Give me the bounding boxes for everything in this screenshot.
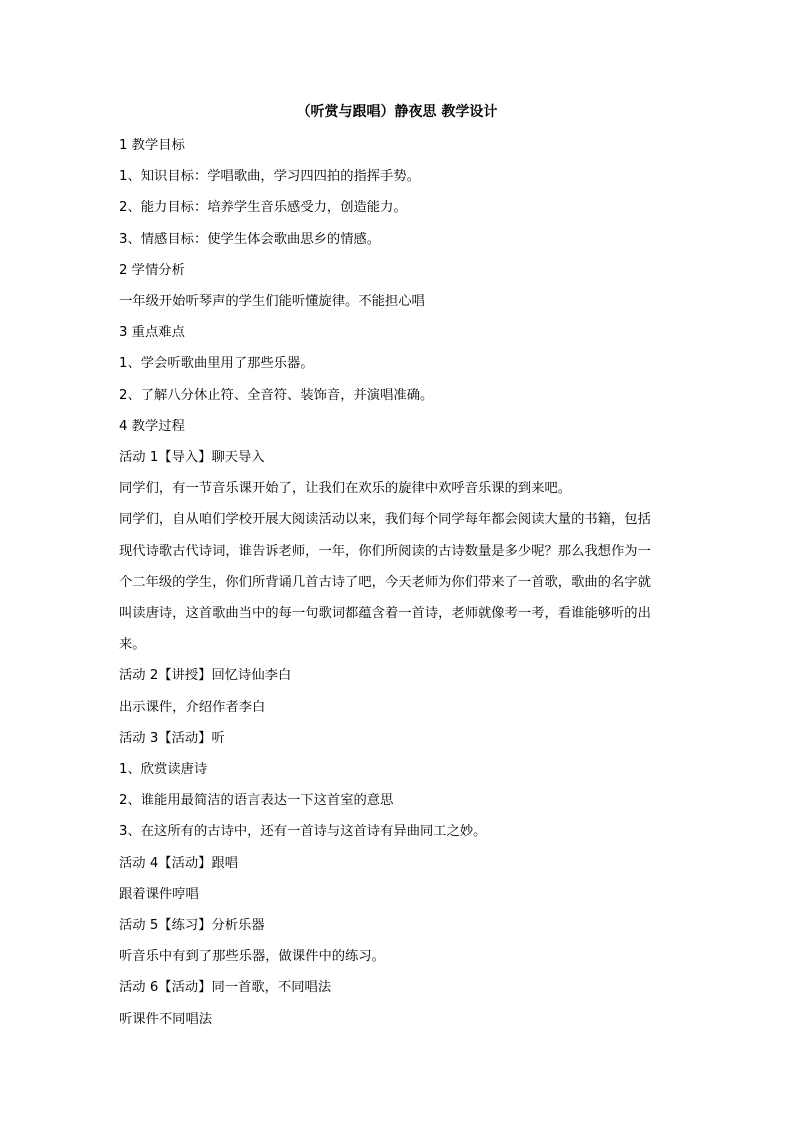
document-body xyxy=(119,130,679,1035)
keypoint-2: 2、了解八分休止符、全音符、装饰音，并演唱准确。 xyxy=(119,387,434,403)
paragraph-line: 同学们，自从咱们学校开展大阅读活动以来，我们每个同学每年都会阅读大量的书籍，包括 xyxy=(119,512,651,528)
activity-4-text: 跟着课件哼唱 xyxy=(119,886,199,902)
section-heading-goals: 1 教学目标 xyxy=(119,138,185,153)
activity-3-step-3: 3、在这所有的古诗中，还有一首诗与这首诗有异曲同工之妙。 xyxy=(119,824,487,840)
paragraph-line: 现代诗歌古代诗词，谁告诉老师，一年，你们所阅读的古诗数量是多少呢？那么我想作为一 xyxy=(119,543,651,559)
activity-3-heading: 活动 3【活动】听 xyxy=(119,730,225,746)
activity-2-text: 出示课件，介绍作者李白 xyxy=(119,699,266,715)
activity-5-text: 听音乐中有到了那些乐器，做课件中的练习。 xyxy=(119,949,385,965)
activity-6-heading: 活动 6【活动】同一首歌，不同唱法 xyxy=(119,980,332,996)
section-heading-keypoints: 3 重点难点 xyxy=(119,325,185,341)
activity-5-heading: 活动 5【练习】分析乐器 xyxy=(119,918,265,934)
paragraph-line: 个二年级的学生，你们所背诵几首古诗了吧，今天老师为你们带来了一首歌，歌曲的名字就 xyxy=(119,574,651,590)
activity-1-heading: 活动 1【导入】聊天导入 xyxy=(119,450,265,466)
paragraph-line: 叫读唐诗，这首歌曲当中的每一句歌词都蕴含着一首诗，老师就像考一考，看谁能够听的出 xyxy=(119,606,651,622)
activity-3-step-1: 1、欣赏读唐诗 xyxy=(119,762,208,778)
activity-1-paragraph xyxy=(119,504,679,660)
document-title: （听赏与跟唱）静夜思 教学设计 xyxy=(296,104,498,120)
activity-3-step-2: 2、谁能用最简洁的语言表达一下这首室的意思 xyxy=(119,793,394,809)
activity-2-heading: 活动 2【讲授】回忆诗仙李白 xyxy=(119,668,292,684)
section-heading-process: 4 教学过程 xyxy=(119,418,185,434)
paragraph-line: 来。 xyxy=(119,637,146,653)
goal-emotion: 3、情感目标：使学生体会歌曲思乡的情感。 xyxy=(119,231,381,247)
keypoint-1: 1、学会听歌曲里用了那些乐器。 xyxy=(119,356,314,372)
activity-4-heading: 活动 4【活动】跟唱 xyxy=(119,855,239,871)
activity-1-text: 同学们，有一节音乐课开始了，让我们在欢乐的旋律中欢呼音乐课的到来吧。 xyxy=(119,481,572,497)
section-heading-analysis: 2 学情分析 xyxy=(119,262,185,278)
goal-knowledge: 1、知识目标：学唱歌曲，学习四四拍的指挥手势。 xyxy=(119,169,420,185)
activity-6-text: 听课件不同唱法 xyxy=(119,1011,213,1027)
analysis-text: 一年级开始听琴声的学生们能听懂旋律。不能担心唱 xyxy=(119,294,425,310)
goal-ability: 2、能力目标：培养学生音乐感受力，创造能力。 xyxy=(119,200,407,216)
